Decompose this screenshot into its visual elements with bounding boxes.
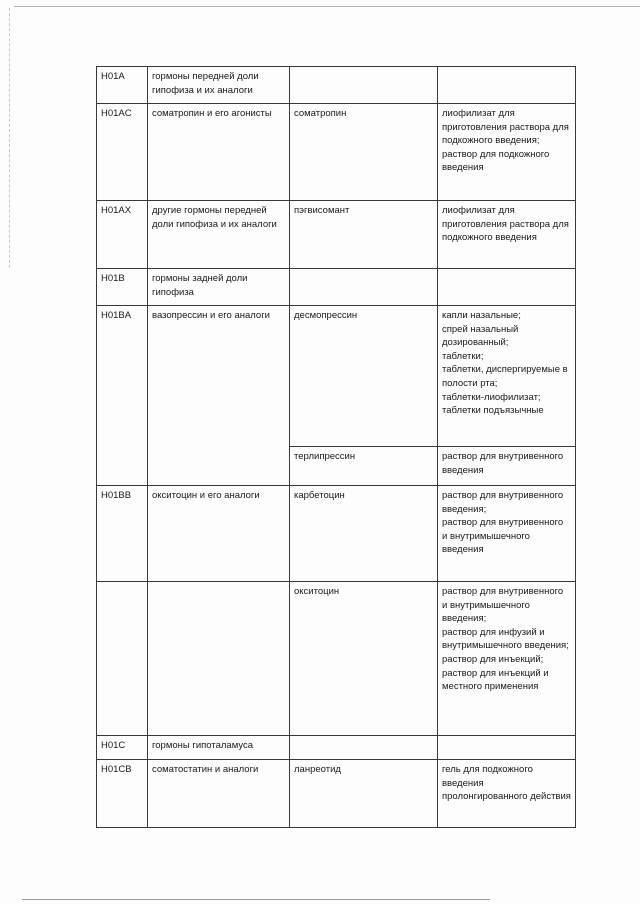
atc-code-cell: H01A [97,67,148,104]
dosage-form-cell: раствор для внутривенного введения; раствор для внутривенного и внутримышечного введения [438,486,576,582]
drug-name-cell: ланреотид [290,760,438,828]
dosage-form-cell [438,269,576,306]
drug-name-cell: окситоцин [290,582,438,736]
atc-code-cell: H01B [97,269,148,306]
group-name-cell: другие гормоны передней доли гипофиза и их аналоги [148,201,290,269]
drug-name-cell: терлипрессин [290,447,438,486]
dosage-form-cell: раствор для внутривенного и внутримышечного введения; раствор для инфузий и внутримышечного введения; раствор для инъекций; раствор для инъекций и местного применения [438,582,576,736]
table-row [97,486,576,582]
table-row [97,67,576,104]
atc-code-cell: H01AX [97,201,148,269]
dosage-form-cell: раствор для внутривенного введения [438,447,576,486]
table-row [97,201,576,269]
atc-code-cell: H01BB [97,486,148,582]
dosage-form-cell [438,736,576,760]
table-row [97,306,576,447]
atc-code-cell: H01C [97,736,148,760]
drug-table [96,66,576,828]
drug-name-cell [290,269,438,306]
group-name-cell: окситоцин и его аналоги [148,486,290,582]
drug-name-cell: соматропин [290,104,438,201]
group-name-cell: гормоны гипоталамуса [148,736,290,760]
table-row [97,736,576,760]
dosage-form-cell: гель для подкожного введения пролонгированного действия [438,760,576,828]
dosage-form-cell: капли назальные; спрей назальный дозированный; таблетки; таблетки, диспергируемые в полости рта; таблетки-лиофилизат; таблетки подъязычные [438,306,576,447]
drug-name-cell: пэгвисомант [290,201,438,269]
dosage-form-cell [438,67,576,104]
page-edge-top [14,6,640,7]
group-name-cell: соматропин и его агонисты [148,104,290,201]
table-row [97,760,576,828]
atc-code-cell [97,582,148,736]
drug-name-cell [290,736,438,760]
atc-code-cell: H01CB [97,760,148,828]
drug-name-cell [290,67,438,104]
group-name-cell: гормоны передней доли гипофиза и их аналоги [148,67,290,104]
atc-code-cell: H01AC [97,104,148,201]
group-name-cell [148,582,290,736]
page-edge-left [9,8,10,268]
table-row [97,269,576,306]
drug-name-cell: карбетоцин [290,486,438,582]
group-name-cell: гормоны задней доли гипофиза [148,269,290,306]
table-row [97,582,576,736]
page-edge-bottom [22,899,490,900]
group-name-cell: соматостатин и аналоги [148,760,290,828]
atc-code-cell: H01BA [97,306,148,486]
drug-name-cell: десмопрессин [290,306,438,447]
dosage-form-cell: лиофилизат для приготовления раствора для подкожного введения [438,201,576,269]
group-name-cell: вазопрессин и его аналоги [148,306,290,486]
dosage-form-cell: лиофилизат для приготовления раствора для подкожного введения; раствор для подкожного введения [438,104,576,201]
table-row [97,104,576,201]
